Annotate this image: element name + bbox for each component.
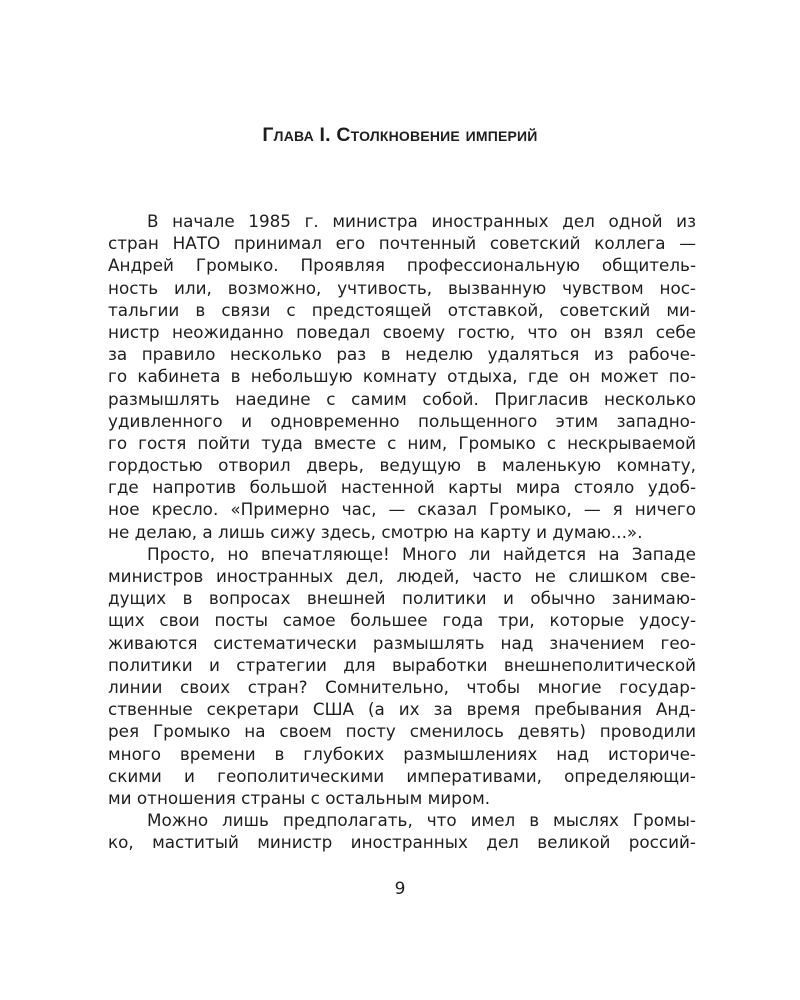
text-line: ное кресло. «Примерно час, — сказал Громыко, — я ничего bbox=[108, 499, 696, 520]
text-line: гордостью отворил дверь, ведущую в маленькую комнату, bbox=[108, 455, 696, 476]
text-line: стран НАТО принимал его почтенный советский коллега — bbox=[108, 233, 696, 254]
text-line: го кабинета в небольшую комнату отдыха, где он может по- bbox=[108, 366, 696, 387]
text-line: нистр неожиданно поведал своему гостю, что он взял себе bbox=[108, 321, 696, 342]
text-line: тальгии в связи с предстоящей отставкой, советский ми- bbox=[108, 299, 696, 320]
text-line: политики и стратегии для выработки внешнеполитической bbox=[108, 654, 696, 675]
text-line: рея Громыко на своем посту сменилось девять) проводили bbox=[108, 721, 696, 742]
text-line: ность или, возможно, учтивость, вызванную чувством нос- bbox=[108, 277, 696, 298]
text-line: ственные секретари США (а их за время пребывания Анд- bbox=[108, 699, 696, 720]
body-text bbox=[108, 210, 696, 853]
text-line: ко, маститый министр иностранных дел великой россий- bbox=[108, 832, 696, 853]
text-line: размышлять наедине с самим собой. Пригласив несколько bbox=[108, 388, 696, 409]
text-line: линии своих стран? Сомнительно, чтобы многие государ- bbox=[108, 676, 696, 697]
paragraph bbox=[108, 543, 696, 809]
text-line: удивленного и одновременно польщенного этим западно- bbox=[108, 410, 696, 431]
text-line: Просто, но впечатляюще! Много ли найдется на Западе bbox=[147, 543, 696, 564]
text-line: за правило несколько раз в неделю удаляться из рабоче- bbox=[108, 344, 696, 365]
text-line: дущих в вопросах внешней политики и обычно занимаю- bbox=[108, 588, 696, 609]
text-line: много времени в глубоких размышлениях над историче- bbox=[108, 743, 696, 764]
text-line: скими и геополитическими императивами, определяющи- bbox=[108, 765, 696, 786]
paragraph bbox=[108, 809, 696, 853]
text-line: Андрей Громыко. Проявляя профессиональную общитель- bbox=[108, 255, 696, 276]
text-line: где напротив большой настенной карты мира стояло удоб- bbox=[108, 477, 696, 498]
paragraph bbox=[108, 210, 696, 543]
text-line: живаются систематически размышлять над значением гео- bbox=[108, 632, 696, 653]
text-line: Можно лишь предполагать, что имел в мыслях Громы- bbox=[147, 810, 696, 831]
text-line: не делаю, а лишь сижу здесь, смотрю на карту и думаю...». bbox=[108, 521, 643, 542]
text-line: го гостя пойти туда вместе с ним, Громыко с нескрываемой bbox=[108, 432, 696, 453]
page-number: 9 bbox=[394, 879, 406, 899]
text-line: министров иностранных дел, людей, часто не слишком све- bbox=[108, 566, 696, 586]
chapter-title: Глава I. Столкновение империй bbox=[262, 124, 538, 146]
text-line: ми отношения страны с остальным миром. bbox=[108, 787, 491, 808]
text-line: В начале 1985 г. министра иностранных дел одной из bbox=[147, 211, 696, 231]
text-line: щих свои посты самое большее года три, которые удосу- bbox=[108, 610, 696, 631]
